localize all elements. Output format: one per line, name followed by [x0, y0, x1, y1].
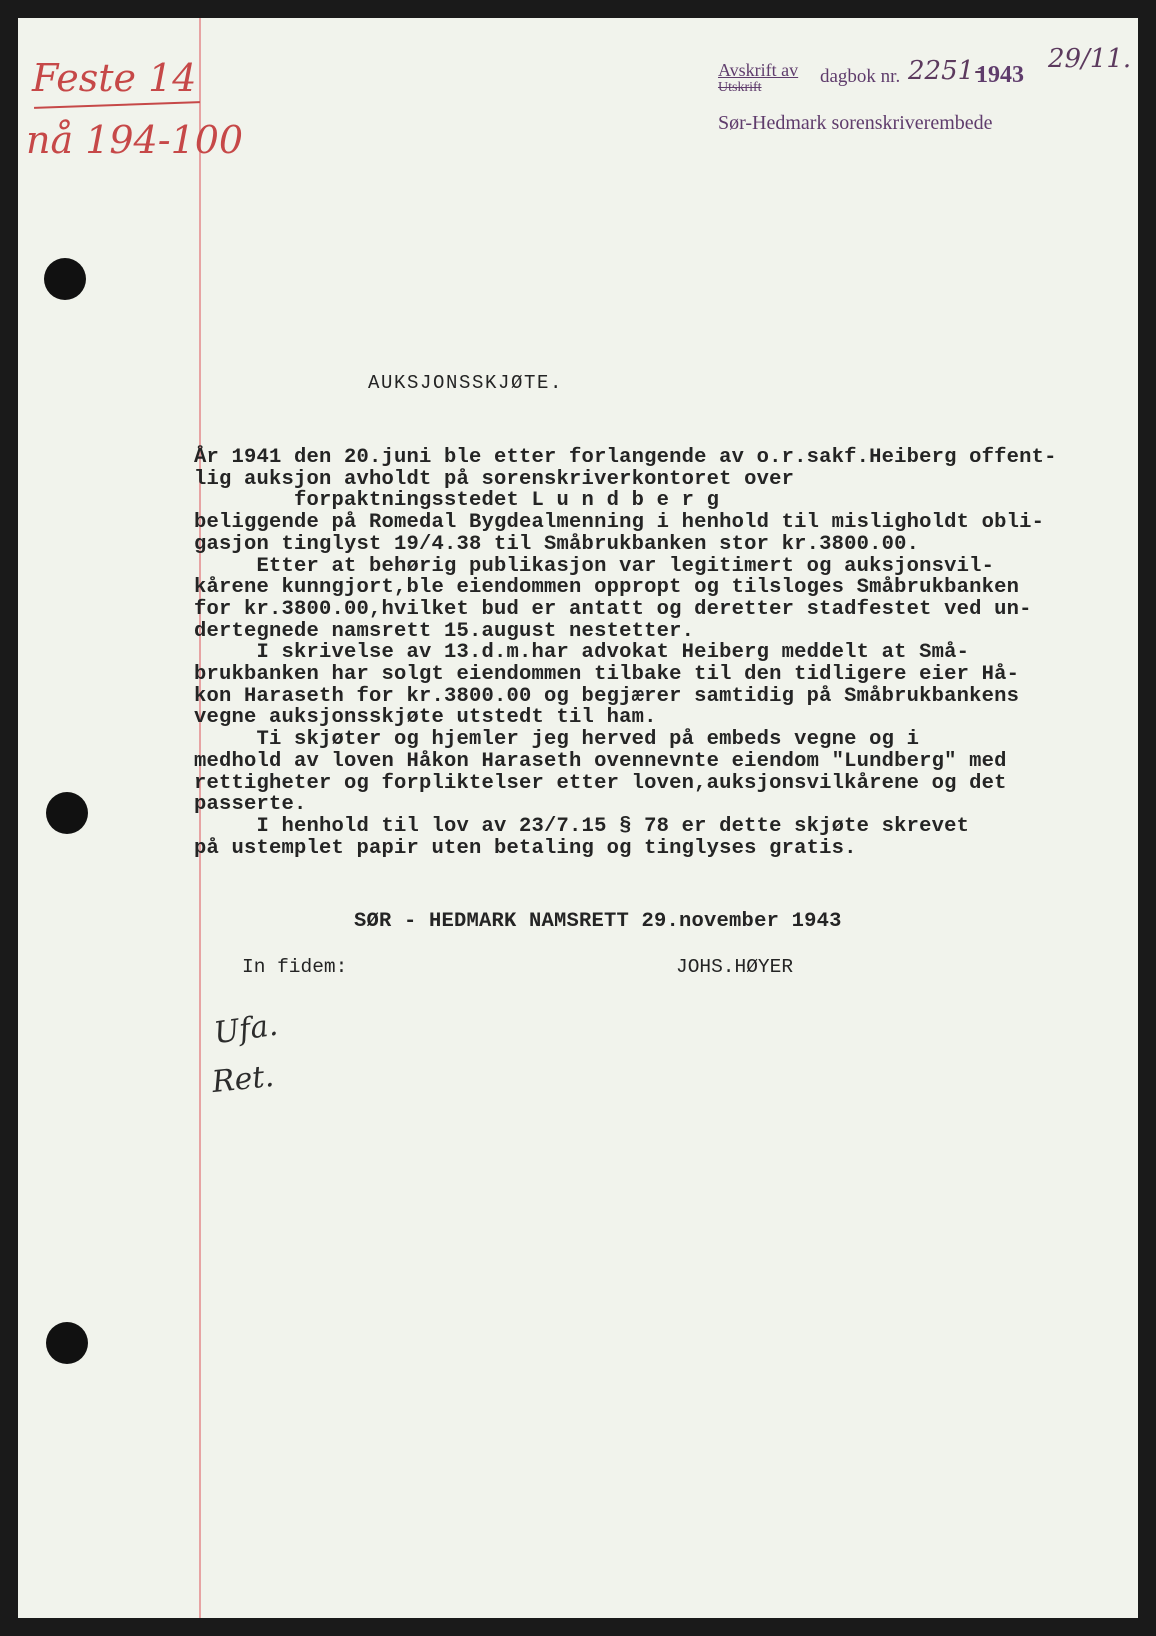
- punch-hole: [44, 258, 86, 300]
- stamp-year: 1943: [976, 62, 1024, 88]
- body-line: medhold av loven Håkon Haraseth ovennevnte eiendom "Lundberg" med: [194, 749, 1007, 773]
- body-line: brukbanken har solgt eiendommen tilbake til den tidligere eier Hå-: [194, 663, 1020, 686]
- body-line: dertegnede namsrett 15.august nestetter.: [194, 619, 695, 643]
- signer-name: JOHS.HØYER: [676, 956, 794, 978]
- stamp-utskrift-struck: Utskrift: [718, 80, 762, 95]
- body-line: passerte.: [194, 793, 307, 817]
- stamp-dagbok-number: 2251-: [908, 56, 983, 86]
- body-line: forpaktningsstedet L u n d b e r g: [194, 489, 720, 513]
- body-line: for kr.3800.00,hvilket bud er antatt og deretter stadfestet ved un-: [194, 597, 1032, 621]
- court-line: SØR - HEDMARK NAMSRETT 29.november 1943: [354, 910, 842, 933]
- body-line: kon Haraseth for kr.3800.00 og begjærer samtidig på Småbrukbankens: [194, 684, 1020, 708]
- stamp-avskrift: Avskrift av: [718, 60, 799, 80]
- stamp-office: Sør-Hedmark sorenskriverembede: [718, 112, 993, 134]
- body-line: på ustemplet papir uten betaling og tinglyses gratis.: [194, 836, 857, 860]
- margin-note-feste: Feste 14: [32, 56, 197, 100]
- body-line: Ti skjøter og hjemler jeg herved på embeds vegne og i: [194, 728, 920, 752]
- punch-hole: [46, 1322, 88, 1364]
- stamp-dagbok-label: dagbok nr.: [820, 66, 901, 87]
- body-line: I henhold til lov av 23/7.15 § 78 er dette skjøte skrevet: [194, 814, 970, 838]
- handwritten-initials: Ufa.: [211, 1007, 280, 1052]
- body-line: kårene kunngjort,ble eiendommen oppropt og tilsloges Småbrukbanken: [194, 576, 1020, 600]
- margin-note-reference: nå 194-100: [26, 118, 244, 162]
- body-line: gasjon tinglyst 19/4.38 til Småbrukbanken stor kr.3800.00.: [194, 532, 920, 556]
- punch-hole: [46, 792, 88, 834]
- body-line: lig auksjon avholdt på sorenskriverkontoret over: [194, 467, 795, 491]
- body-line: beliggende på Romedal Bygdealmenning i henhold til misligholdt obli-: [194, 511, 1045, 535]
- body-line: rettigheter og forpliktelser etter loven,auksjonsvilkårene og det: [194, 771, 1007, 795]
- body-line: Etter at behørig publikasjon var legitimert og auksjonsvil-: [194, 554, 995, 578]
- document-title: AUKSJONSSKJØTE.: [368, 372, 564, 394]
- in-fidem-label: In fidem:: [242, 956, 348, 978]
- handwritten-initials: Ret.: [210, 1058, 276, 1101]
- body-line: I skrivelse av 13.d.m.har advokat Heiberg meddelt at Små-: [194, 641, 970, 665]
- body-line: vegne auksjonsskjøte utstedt til ham.: [194, 706, 657, 730]
- stamp-date-note: 29/11.: [1048, 44, 1132, 74]
- body-line: År 1941 den 20.juni ble etter forlangende av o.r.sakf.Heiberg offent-: [194, 446, 1057, 469]
